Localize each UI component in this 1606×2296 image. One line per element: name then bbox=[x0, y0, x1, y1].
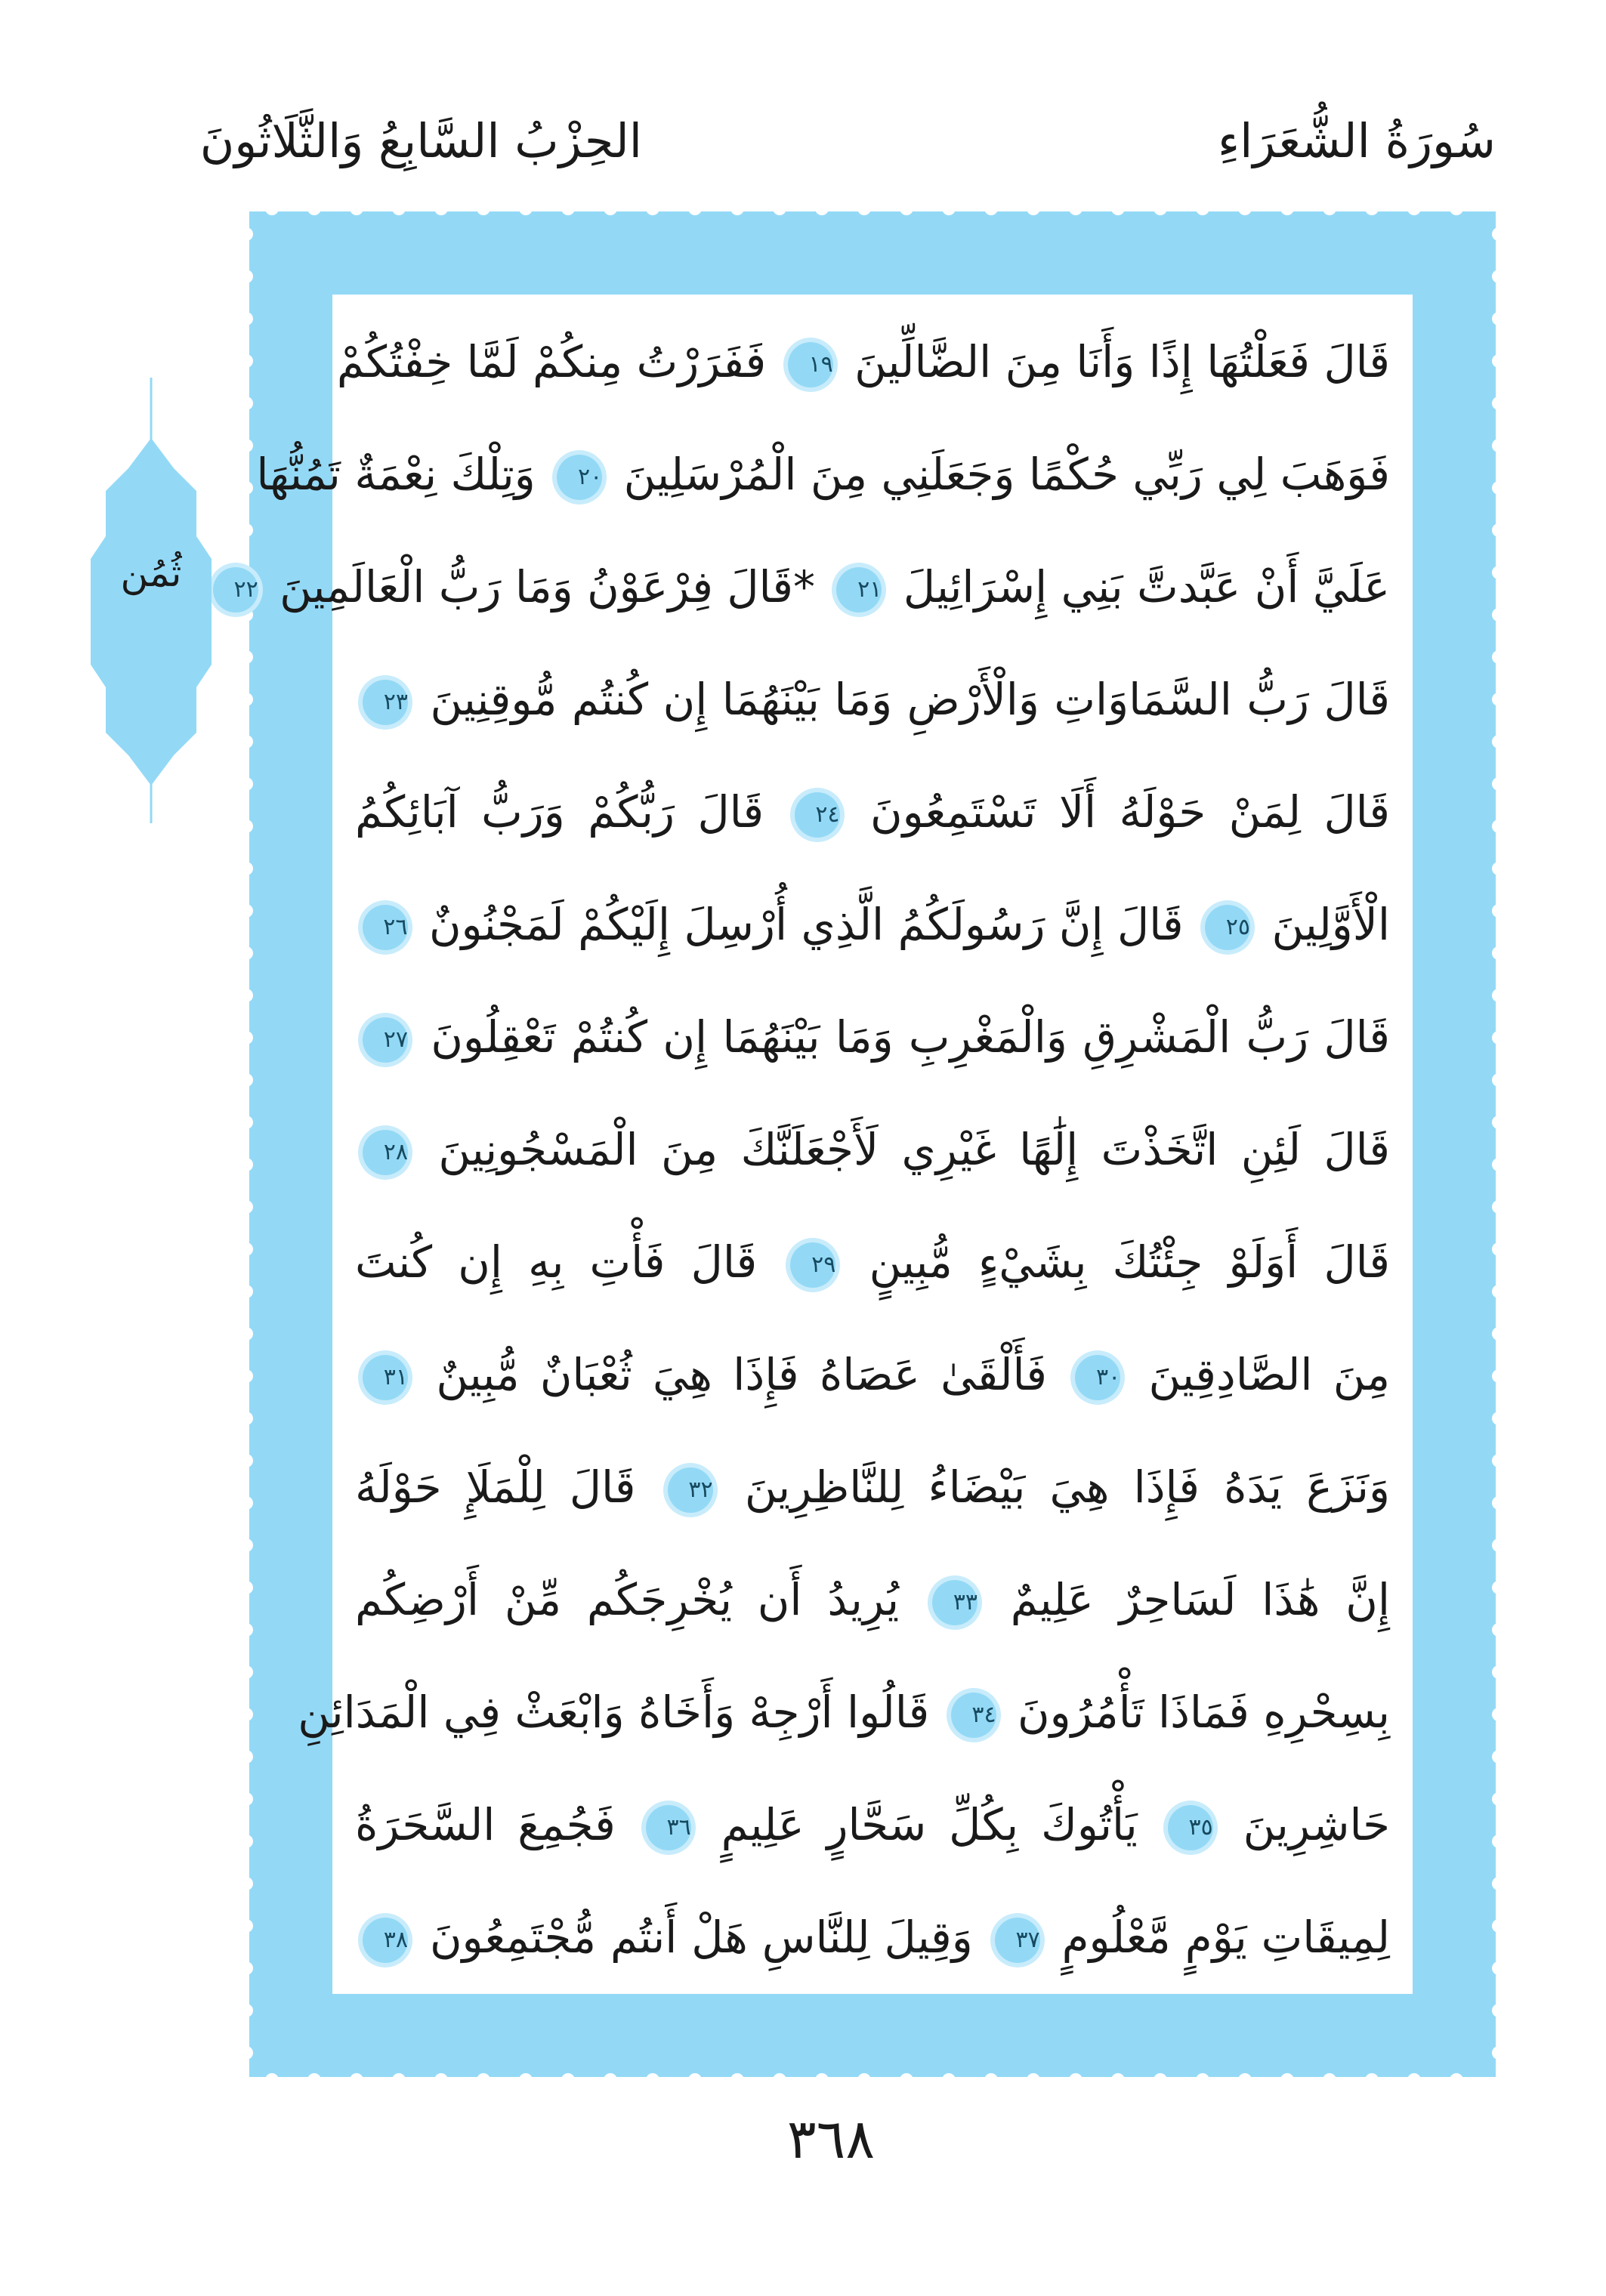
thumn-marker-label: ثُمُن bbox=[120, 551, 182, 595]
page-number: ٣٦٨ bbox=[786, 2107, 875, 2171]
verse-text: قَالَ إِنَّ رَسُولَكُمُ الَّذِي أُرْسِلَ إِلَيْكُمْ لَمَجْنُونٌ bbox=[428, 899, 1184, 950]
ayah-number-marker: ٣٢ bbox=[668, 1467, 713, 1513]
verse-text: قَالَ أَوَلَوْ جِئْتُكَ بِشَيْءٍ مُّبِينٍ bbox=[869, 1236, 1391, 1288]
ayah-number-marker: ٢٢ bbox=[213, 567, 258, 613]
text-line bbox=[355, 1094, 1390, 1206]
ayah-number-marker: ٣٧ bbox=[995, 1918, 1040, 1963]
ayah-number-marker: ٢٥ bbox=[1205, 905, 1250, 950]
quran-text-block bbox=[233, 306, 1391, 1994]
ayah-number-marker: ٣٣ bbox=[932, 1580, 977, 1625]
text-line bbox=[355, 643, 1390, 756]
text-line bbox=[298, 1656, 1390, 1769]
text-line bbox=[355, 869, 1390, 981]
text-line bbox=[355, 1319, 1390, 1431]
verse-text: قَالَ رَبُّكُمْ وَرَبُّ آبَائِكُمُ bbox=[355, 786, 764, 838]
verse-text: الْأَوَّلِينَ bbox=[1271, 899, 1390, 950]
verse-text: حَاشِرِينَ bbox=[1243, 1799, 1391, 1850]
ayah-number-marker: ٢١ bbox=[836, 567, 882, 613]
verse-text: لِمِيقَاتِ يَوْمٍ مَّعْلُومٍ bbox=[1061, 1912, 1390, 1963]
verse-text: فَأَلْقَىٰ عَصَاهُ فَإِذَا هِيَ ثُعْبَانٌ مُّبِينٌ bbox=[436, 1349, 1047, 1400]
text-line bbox=[355, 1544, 1390, 1656]
ayah-number-marker: ٣٨ bbox=[363, 1918, 408, 1963]
ayah-number-marker: ٢٨ bbox=[363, 1130, 408, 1175]
verse-text: فَوَهَبَ لِي رَبِّي حُكْمًا وَجَعَلَنِي مِنَ الْمُرْسَلِينَ bbox=[623, 449, 1390, 500]
ayah-number-marker: ٣٦ bbox=[646, 1805, 691, 1850]
text-line bbox=[233, 531, 1390, 643]
verse-text: بِسِحْرِهِ فَمَاذَا تَأْمُرُونَ bbox=[1018, 1687, 1390, 1738]
text-line bbox=[256, 418, 1390, 531]
verse-text: فَفَرَرْتُ مِنكُمْ لَمَّا خِفْتُكُمْ bbox=[336, 336, 767, 387]
verse-text: يُرِيدُ أَن يُخْرِجَكُم مِّنْ أَرْضِكُم bbox=[355, 1574, 900, 1625]
hizb-title: الحِزْبُ السَّابِعُ وَالثَّلَاثُونَ bbox=[199, 113, 642, 168]
verse-text: قَالَ فَعَلْتُهَا إِذًا وَأَنَا مِنَ الضَّالِّينَ bbox=[854, 336, 1390, 387]
verse-text: إِنَّ هَٰذَا لَسَاحِرٌ عَلِيمٌ bbox=[1010, 1574, 1391, 1625]
verse-text: وَتِلْكَ نِعْمَةٌ تَمُنُّهَا bbox=[256, 449, 536, 500]
verse-text: قَالَ لِمَنْ حَوْلَهُ أَلَا تَسْتَمِعُونَ bbox=[870, 786, 1391, 838]
verse-text: قَالُوا أَرْجِهْ وَأَخَاهُ وَابْعَثْ فِي الْمَدَائِنِ bbox=[298, 1687, 930, 1738]
text-line bbox=[355, 1769, 1390, 1881]
verse-text: قَالَ فَأْتِ بِهِ إِن كُنتَ bbox=[355, 1236, 758, 1288]
ayah-number-marker: ٣٤ bbox=[951, 1693, 996, 1738]
verse-text: يَأْتُوكَ بِكُلِّ سَحَّارٍ عَلِيمٍ bbox=[721, 1799, 1138, 1850]
ayah-number-marker: ٢٦ bbox=[363, 905, 408, 950]
verse-text: قَالَ رَبُّ الْمَشْرِقِ وَالْمَغْرِبِ وَمَا بَيْنَهُمَا إِن كُنتُمْ تَعْقِلُونَ bbox=[431, 1011, 1391, 1063]
verse-text: مِنَ الصَّادِقِينَ bbox=[1148, 1349, 1391, 1400]
ayah-number-marker: ٢٩ bbox=[790, 1242, 835, 1288]
thumn-marker-icon bbox=[83, 378, 219, 823]
ayah-number-marker: ٣٠ bbox=[1075, 1355, 1120, 1400]
text-line bbox=[355, 1206, 1390, 1319]
verse-text: قَالَ لَئِنِ اتَّخَذْتَ إِلَٰهًا غَيْرِي لَأَجْعَلَنَّكَ مِنَ الْمَسْجُونِينَ bbox=[438, 1124, 1390, 1175]
verse-text: فَجُمِعَ السَّحَرَةُ bbox=[355, 1799, 616, 1850]
ayah-number-marker: ٣١ bbox=[363, 1355, 408, 1400]
text-line bbox=[355, 756, 1390, 869]
verse-text: قَالَ لِلْمَلَإِ حَوْلَهُ bbox=[355, 1461, 636, 1513]
text-line bbox=[355, 1431, 1390, 1544]
verse-text: وَنَزَعَ يَدَهُ فَإِذَا هِيَ بَيْضَاءُ لِلنَّاظِرِينَ bbox=[744, 1461, 1391, 1513]
ayah-number-marker: ٢٧ bbox=[363, 1017, 408, 1063]
verse-text: *قَالَ فِرْعَوْنُ وَمَا رَبُّ الْعَالَمِينَ bbox=[280, 561, 815, 613]
text-line bbox=[355, 981, 1390, 1094]
verse-text: عَلَيَّ أَنْ عَبَّدتَّ بَنِي إِسْرَائِيلَ bbox=[903, 561, 1390, 613]
text-line bbox=[355, 1881, 1390, 1994]
surah-title: سُورَةُ الشُّعَرَاءِ bbox=[1217, 113, 1496, 168]
verse-text: وَقِيلَ لِلنَّاسِ هَلْ أَنتُم مُّجْتَمِعُونَ bbox=[429, 1912, 973, 1963]
text-line bbox=[336, 306, 1390, 418]
ayah-number-marker: ٢٣ bbox=[363, 680, 408, 725]
ayah-number-marker: ٣٥ bbox=[1168, 1805, 1213, 1850]
ayah-number-marker: ٢٤ bbox=[795, 792, 840, 838]
verse-text: قَالَ رَبُّ السَّمَاوَاتِ وَالْأَرْضِ وَمَا بَيْنَهُمَا إِن كُنتُم مُّوقِنِينَ bbox=[430, 674, 1390, 725]
ayah-number-marker: ١٩ bbox=[788, 342, 833, 387]
ayah-number-marker: ٢٠ bbox=[557, 455, 602, 500]
